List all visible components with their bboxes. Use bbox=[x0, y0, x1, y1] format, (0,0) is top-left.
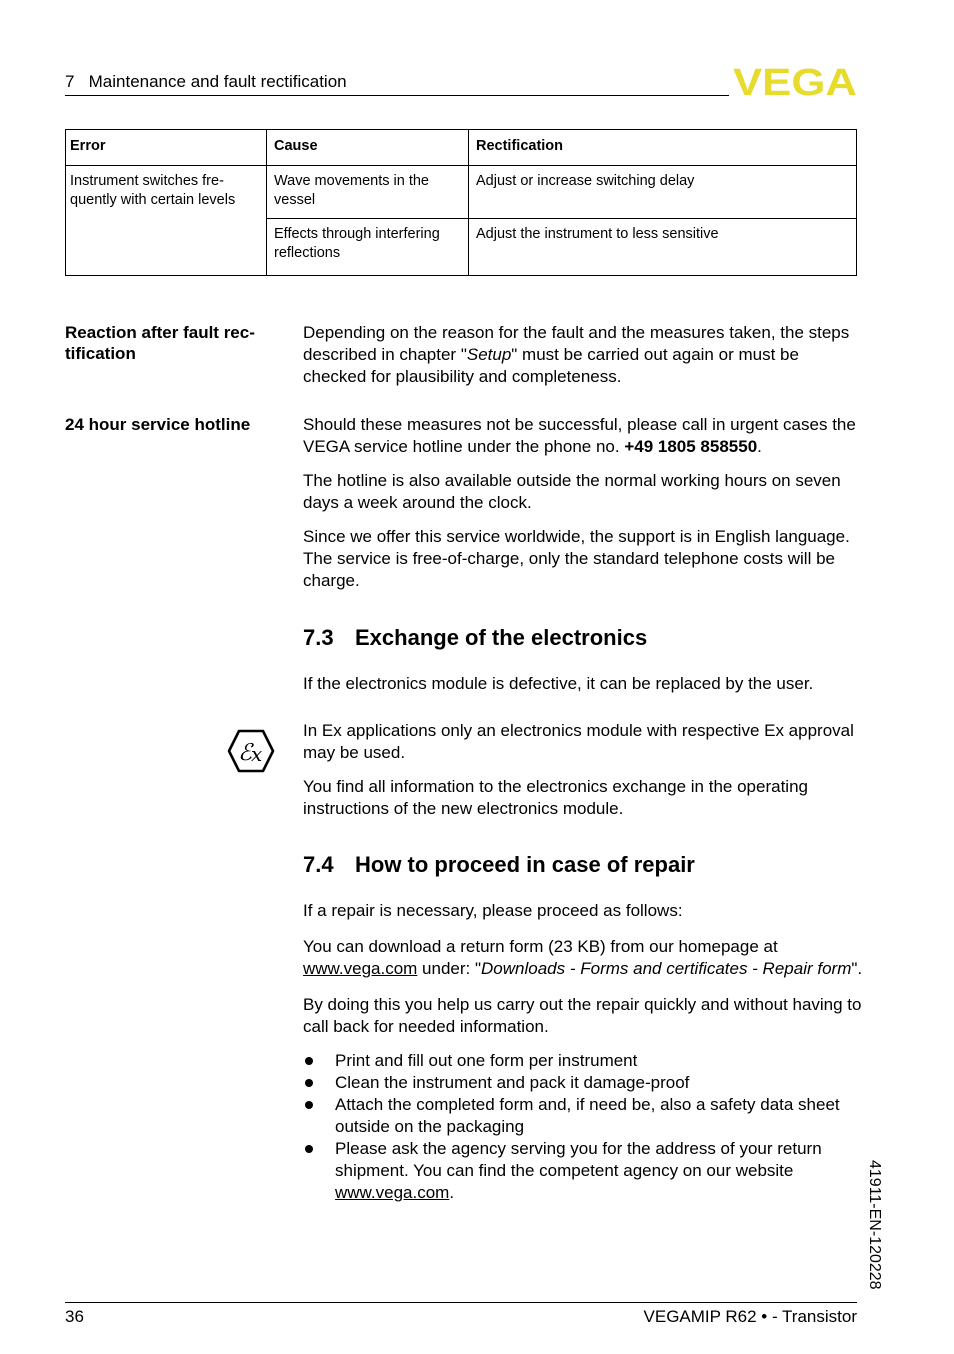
reaction-text-a: Depending on the reason for the fault and the measures taken, the steps described in chapter " bbox=[303, 323, 850, 364]
hotline-paragraph-2: The hotline is also available outside the normal working hours on seven days a week around the clock. bbox=[303, 471, 841, 512]
table-header-row bbox=[66, 130, 857, 166]
heading-7-4-title: How to proceed in case of repair bbox=[355, 852, 695, 877]
heading-7-4-number: 7.4 bbox=[303, 852, 334, 877]
section-7-4-paragraph-1: If a repair is necessary, please proceed as follows: bbox=[303, 901, 683, 920]
list-item bbox=[303, 1138, 863, 1204]
side-label-reaction bbox=[65, 322, 280, 364]
table-header-cause: Cause bbox=[267, 130, 469, 166]
section-7-3-paragraph-2: In Ex applications only an electronics module with respective Ex approval may be used. bbox=[303, 721, 854, 762]
website-link[interactable]: www.vega.com bbox=[335, 1183, 450, 1202]
ex-icon bbox=[227, 729, 275, 773]
reaction-text-italic: Setup bbox=[466, 345, 512, 364]
section-7-3-paragraph-3: You find all information to the electronics exchange in the operating instructions of the new electronics module. bbox=[303, 777, 808, 818]
table-row bbox=[66, 166, 857, 219]
heading-7-3-title: Exchange of the electronics bbox=[355, 625, 648, 650]
list-item: Print and fill out one form per instrument bbox=[303, 1050, 863, 1072]
section-7-3-paragraph-1: If the electronics module is defective, it can be replaced by the user. bbox=[303, 674, 814, 693]
page-number: 36 bbox=[65, 1307, 84, 1326]
download-text: You can download a return form (23 KB) from our homepage at bbox=[303, 937, 778, 956]
running-header-title: 7 Maintenance and fault rectification bbox=[65, 72, 347, 91]
repair-steps-list bbox=[303, 1050, 863, 1204]
footer-product: VEGAMIP R62 • - Transistor bbox=[643, 1307, 857, 1326]
error-table bbox=[65, 129, 857, 276]
hotline-paragraph-3: Since we offer this service worldwide, the support is in English language. The service is free-of-charge, only the standard telephone costs will be charge. bbox=[303, 527, 850, 590]
table-cell-rectification: Adjust the instrument to less sensitive bbox=[469, 219, 857, 276]
side-label-reaction-text: Reaction after fault rec-tification bbox=[65, 323, 255, 363]
section-7-4-paragraph-3: By doing this you help us carry out the repair quickly and without having to call back for needed information. bbox=[303, 995, 862, 1036]
section-7-4-content bbox=[303, 900, 863, 1204]
heading-7-3-number: 7.3 bbox=[303, 625, 334, 650]
table-cell-cause: Wave movements in the vessel bbox=[267, 166, 469, 219]
svg-text:x: x bbox=[251, 742, 263, 766]
reaction-paragraph bbox=[303, 322, 863, 388]
hotline-phone: +49 1805 858550 bbox=[624, 437, 758, 456]
document-id: 41911-EN-120228 bbox=[866, 1160, 883, 1290]
list-item: Clean the instrument and pack it damage-proof bbox=[303, 1072, 863, 1094]
vega-logo bbox=[733, 64, 859, 98]
table-header-error: Error bbox=[66, 130, 267, 166]
hotline-text: Should these measures not be successful, please call in urgent cases the VEGA service hotline under the phone no. bbox=[303, 415, 856, 456]
footer-rule bbox=[65, 1302, 857, 1303]
homepage-link[interactable]: www.vega.com bbox=[303, 959, 418, 978]
heading-7-3 bbox=[303, 625, 647, 651]
table-header-rectification: Rectification bbox=[469, 130, 857, 166]
hotline-text-end: . bbox=[757, 437, 762, 456]
table-cell-rectification: Adjust or increase switching delay bbox=[469, 166, 857, 219]
vega-logo-text: VEGA bbox=[733, 64, 857, 98]
bullet-4-end: . bbox=[449, 1183, 455, 1202]
section-7-3-ex-text bbox=[303, 720, 863, 820]
download-text-under: under: " bbox=[417, 959, 482, 978]
error-text: Instrument switches fre-quently with certain levels bbox=[70, 173, 236, 208]
heading-7-4 bbox=[303, 852, 695, 878]
table-cell-cause: Effects through interfering reflections bbox=[267, 219, 469, 276]
reaction-text-b: " must be carried out again or must be checked for plausibility and completeness. bbox=[303, 345, 799, 386]
repair-form-path: Downloads - Forms and certificates - Repair form bbox=[481, 959, 852, 978]
bullet-4-text: Please ask the agency serving you for the address of your return shipment. You can find the competent agency on our website bbox=[335, 1139, 822, 1180]
list-item: Attach the completed form and, if need be, also a safety data sheet outside on the packaging bbox=[303, 1094, 863, 1138]
header-rule bbox=[65, 95, 729, 96]
table-cell-error bbox=[66, 166, 267, 276]
hotline-section bbox=[303, 414, 863, 592]
side-label-hotline: 24 hour service hotline bbox=[65, 415, 251, 434]
section-7-4-paragraph-2 bbox=[303, 936, 863, 980]
svg-text:ℰ: ℰ bbox=[238, 740, 252, 766]
hotline-paragraph-1 bbox=[303, 414, 863, 458]
download-text-end: ". bbox=[851, 959, 863, 978]
